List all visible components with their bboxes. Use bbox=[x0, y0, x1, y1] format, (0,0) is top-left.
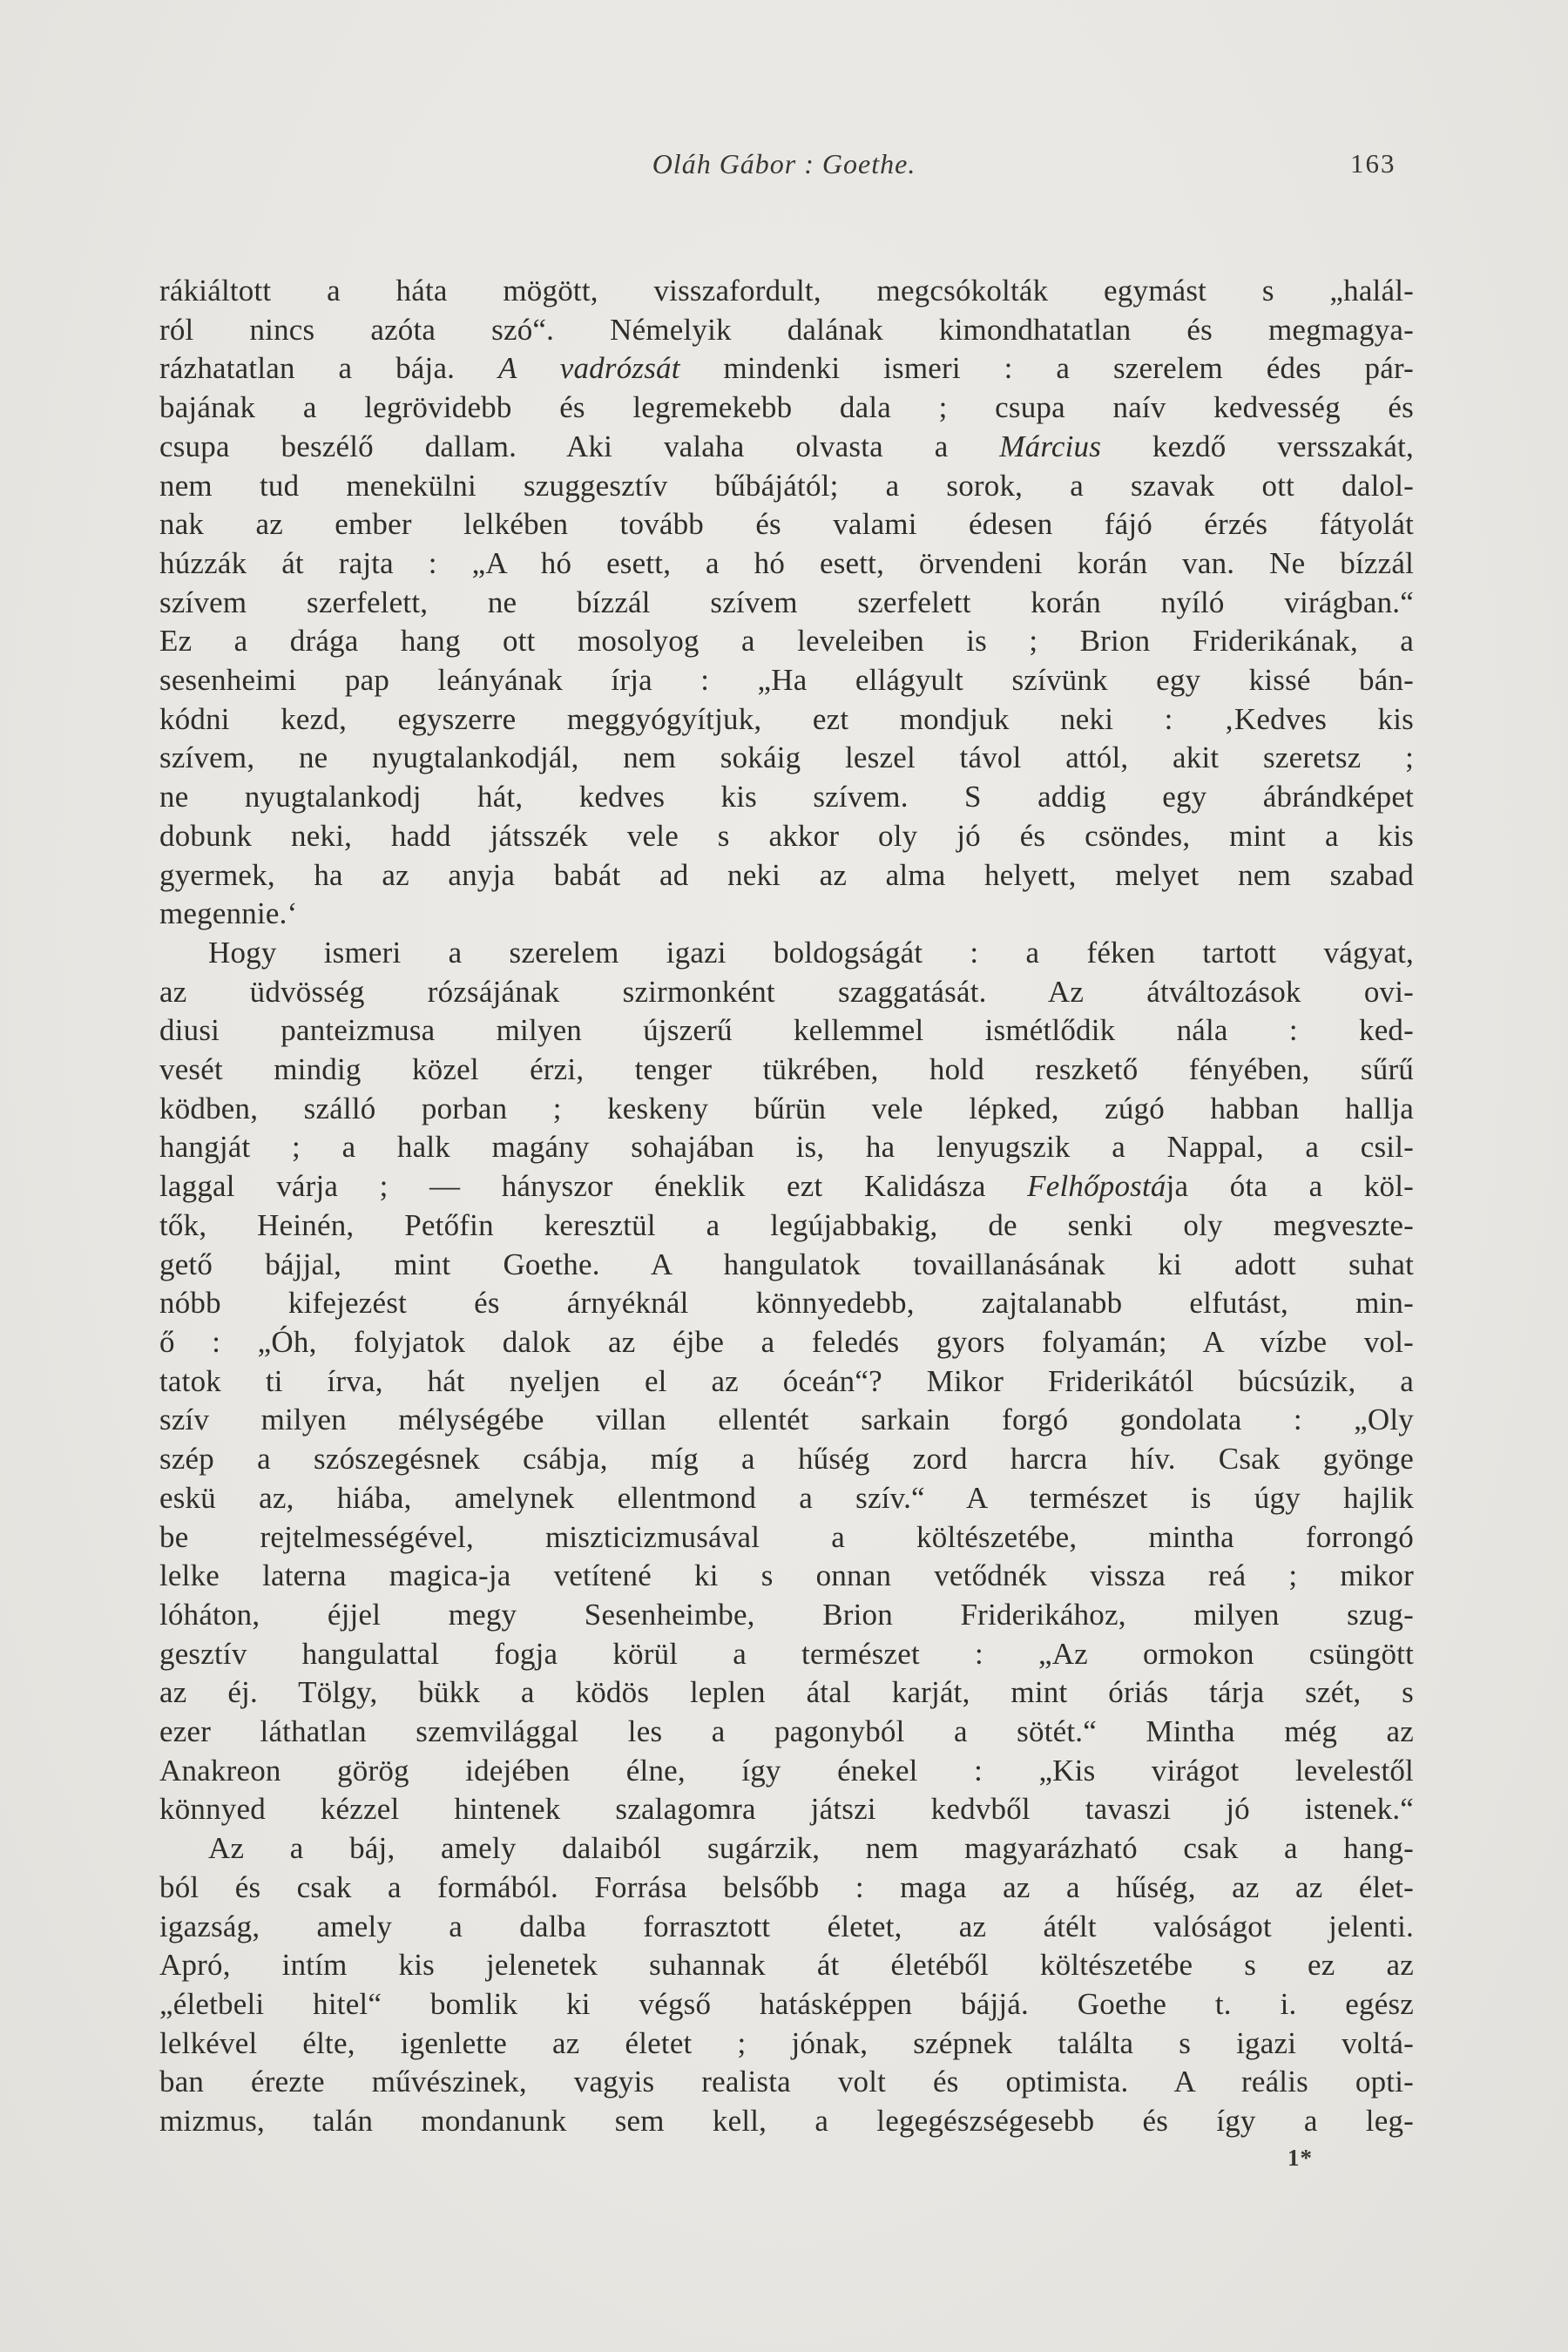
text-line: rákiáltott a háta mögött, visszafordult, megcsókolták egymást s „halál- bbox=[159, 274, 1414, 308]
text-line: ne nyugtalankodj hát, kedves kis szívem. S addig egy ábrándképet bbox=[159, 780, 1414, 814]
text-line: gető bájjal, mint Goethe. A hangulatok tovaillanásának ki adott suhat bbox=[159, 1247, 1414, 1281]
text-line-paragraph-end: megennie.‘ bbox=[159, 896, 298, 931]
text-line: Apró, intím kis jelenetek suhannak át életéből költészetébe s ez az bbox=[159, 1948, 1414, 1983]
text-segment: rázhatatlan a bája. bbox=[159, 351, 498, 386]
text-line: igazság, amely a dalba forrasztott életet, az átélt valóságot jelenti. bbox=[159, 1909, 1414, 1943]
text-segment: kezdő versszakát, bbox=[1101, 429, 1414, 463]
text-line: hangját ; a halk magány sohajában is, ha lenyugszik a Nappal, a csil- bbox=[159, 1130, 1414, 1165]
text-segment: mindenki ismeri : a szerelem édes pár- bbox=[679, 351, 1414, 386]
text-segment: laggal várja ; — hányszor éneklik ezt Kalidásza bbox=[159, 1169, 1028, 1204]
text-line: könnyed kézzel hintenek szalagomra játszi kedvből tavaszi jó istenek.“ bbox=[159, 1792, 1414, 1827]
text-line: lelke laterna magica-ja vetítené ki s onnan vetődnék vissza reá ; mikor bbox=[159, 1558, 1414, 1593]
text-line-paragraph-start: Az a báj, amely dalaiból sugárzik, nem magyarázható csak a hang- bbox=[208, 1831, 1414, 1866]
text-line: „életbeli hitel“ bomlik ki végső hatásképpen bájjá. Goethe t. i. egész bbox=[159, 1986, 1414, 2021]
text-line: diusi panteizmusa milyen újszerű kellemmel ismétlődik nála : ked- bbox=[159, 1013, 1414, 1048]
text-line: szép a szószegésnek csábja, míg a hűség zord harcra hív. Csak gyönge bbox=[159, 1442, 1414, 1477]
text-line: tők, Heinén, Petőfin keresztül a legújabbakig, de senki oly megveszte- bbox=[159, 1207, 1414, 1242]
text-line: lelkével élte, igenlette az életet ; jónak, szépnek találta s igazi voltá- bbox=[159, 2025, 1414, 2060]
text-line: húzzák át rajta : „A hó esett, a hó esett, örvendeni korán van. Ne bízzál bbox=[159, 545, 1414, 580]
text-line: ból és csak a formából. Forrása belsőbb : maga az a hűség, az az élet- bbox=[159, 1869, 1414, 1904]
text-segment-italic: A vadrózsát bbox=[497, 351, 680, 386]
text-line: kódni kezd, egyszerre meggyógyítjuk, ezt mondjuk neki : ‚Kedves kis bbox=[159, 701, 1414, 736]
text-line: gyermek, ha az anyja babát ad neki az alma helyett, melyet nem szabad bbox=[159, 857, 1414, 892]
text-line: be rejtelmességével, miszticizmusával a költészetébe, mintha forrongó bbox=[159, 1519, 1414, 1554]
text-line: Anakreon görög idejében élne, így énekel : „Kis virágot levelestől bbox=[159, 1753, 1414, 1788]
footer-signature-mark: 1* bbox=[1288, 2145, 1313, 2171]
page-number: 163 bbox=[1350, 148, 1396, 179]
text-line: dobunk neki, hadd játsszék vele s akkor oly jó és csöndes, mint a kis bbox=[159, 818, 1414, 853]
text-line: szívem szerfelett, ne bízzál szívem szerfelett korán nyíló virágban.“ bbox=[159, 585, 1414, 619]
text-line: ködben, szálló porban ; keskeny bűrün vele lépked, zúgó habban hallja bbox=[159, 1091, 1414, 1125]
text-line: Ez a drága hang ott mosolyog a leveleiben is ; Brion Friderikának, a bbox=[159, 624, 1414, 659]
text-line bbox=[159, 1167, 1414, 1206]
text-line: sesenheimi pap leányának írja : „Ha ellágyult szívünk egy kissé bán- bbox=[159, 663, 1414, 698]
text-segment: csupa beszélő dallam. Aki valaha olvasta a bbox=[159, 429, 1000, 463]
text-line: ban érezte művészinek, vagyis realista volt és optimista. A reális opti- bbox=[159, 2065, 1414, 2099]
text-line: az éj. Tölgy, bükk a ködös leplen átal karját, mint óriás tárja szét, s bbox=[159, 1675, 1414, 1710]
text-line-paragraph-start: Hogy ismeri a szerelem igazi boldogságát : a féken tartott vágyat, bbox=[208, 935, 1414, 970]
text-line: nóbb kifejezést és árnyéknál könnyedebb, zajtalanabb elfutást, min- bbox=[159, 1286, 1414, 1321]
text-line: az üdvösség rózsájának szirmonként szaggatását. Az átváltozások ovi- bbox=[159, 974, 1414, 1009]
text-segment-italic: Felhőpostá bbox=[1027, 1169, 1166, 1204]
text-line: tatok ti írva, hát nyeljen el az óceán“? Mikor Friderikától búcsúzik, a bbox=[159, 1363, 1414, 1398]
text-line bbox=[159, 428, 1414, 467]
text-line: ról nincs azóta szó“. Némelyik dalának kimondhatatlan és megmagya- bbox=[159, 312, 1414, 347]
text-line: mizmus, talán mondanunk sem kell, a legegészségesebb és így a leg- bbox=[159, 2104, 1414, 2139]
text-line: eskü az, hiába, amelynek ellentmond a szív.“ A természet is úgy hajlik bbox=[159, 1480, 1414, 1515]
text-segment-italic: Március bbox=[999, 429, 1102, 463]
running-header-title: Oláh Gábor : Goethe. bbox=[652, 148, 916, 179]
text-line bbox=[159, 349, 1414, 389]
text-line: gesztív hangulattal fogja körül a természet : „Az ormokon csüngött bbox=[159, 1636, 1414, 1671]
text-line: bajának a legrövidebb és legremekebb dala ; csupa naív kedvesség és bbox=[159, 390, 1414, 425]
text-line: ő : „Óh, folyjatok dalok az éjbe a feledés gyors folyamán; A vízbe vol- bbox=[159, 1324, 1414, 1359]
text-line: nem tud menekülni szuggesztív bűbájától; a sorok, a szavak ott dalol- bbox=[159, 468, 1414, 503]
text-line: szív milyen mélységébe villan ellentét sarkain forgó gondolata : „Oly bbox=[159, 1402, 1414, 1437]
text-line: vesét mindig közel érzi, tenger tükrében, hold reszkető fényében, sűrű bbox=[159, 1052, 1414, 1087]
text-line: ezer láthatlan szemvilággal les a pagonyból a sötét.“ Mintha még az bbox=[159, 1714, 1414, 1749]
page-body bbox=[159, 272, 1414, 2141]
text-line: nak az ember lelkében tovább és valami édesen fájó érzés fátyolát bbox=[159, 507, 1414, 542]
text-line: szívem, ne nyugtalankodjál, nem sokáig leszel távol attól, akit szeretsz ; bbox=[159, 740, 1414, 775]
text-segment: ja óta a köl- bbox=[1166, 1169, 1414, 1204]
text-line: lóháton, éjjel megy Sesenheimbe, Brion Friderikához, milyen szug- bbox=[159, 1597, 1414, 1632]
